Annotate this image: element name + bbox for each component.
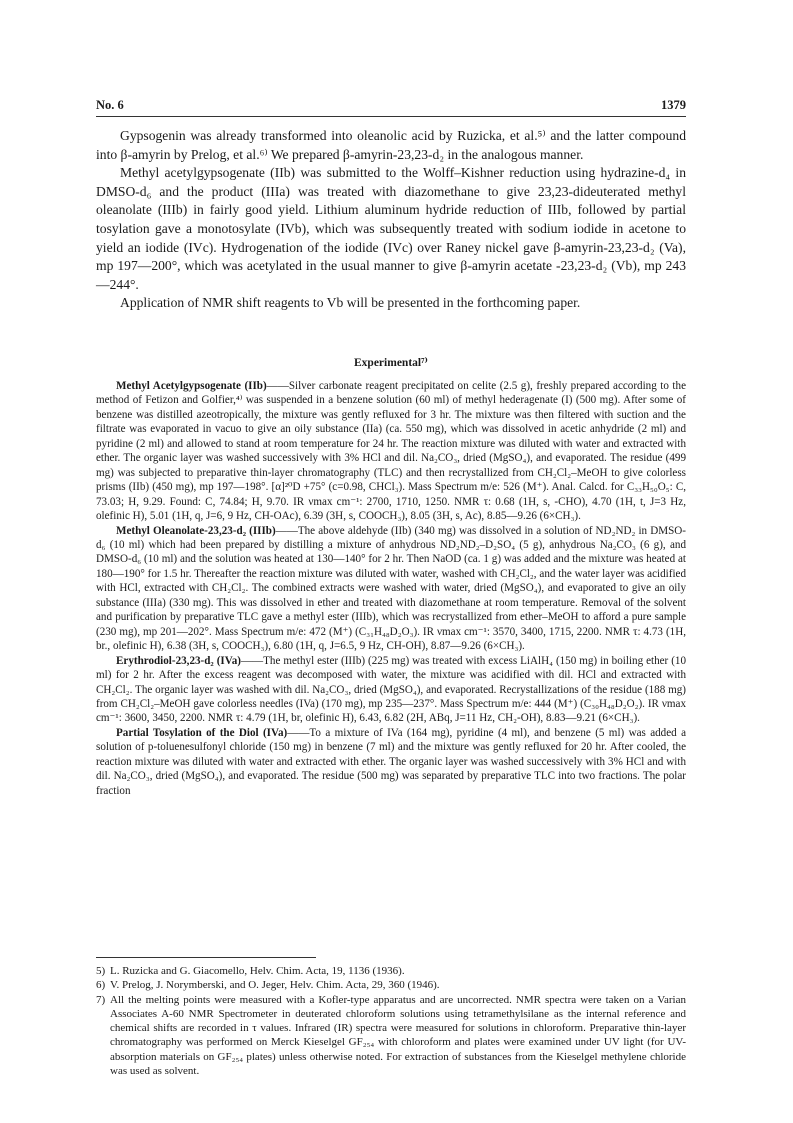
intro-paragraph: Application of NMR shift reagents to Vb will be presented in the forthcoming paper. (120, 295, 581, 311)
experimental-heading: Experimental⁷⁾ (354, 357, 428, 369)
experimental-section (96, 379, 686, 798)
compound-heading: Methyl Acetylgypsogenate (IIb) (116, 380, 267, 392)
footnote-rule (96, 957, 316, 958)
experimental-paragraph (96, 726, 686, 798)
footnote (96, 978, 686, 992)
introduction-text (96, 127, 686, 313)
paragraph-text: ——To a mixture of IVa (164 mg), pyridine (4 ml), and benzene (5 ml) was added a solution of p-toluenesulfonyl chloride (150 mg) in benzene (7 ml) and the mixture was gently refluxed for 20 hr. After cooled, the reaction mixture was diluted with water and extracted with ether. The organic layer was washed successively with 3% HCl and with dil. Na₂CO₃, dried (MgSO₄), and evaporated. The residue (500 mg) was separated by preparative TLC into two fractions. The polar fraction (96, 726, 686, 797)
footnote-text: L. Ruzicka and G. Giacomello, Helv. Chim. Acta, 19, 1136 (1936). (110, 965, 405, 977)
compound-heading: Erythrodiol-23,23-d₂ (IVa) (116, 654, 241, 667)
experimental-paragraph (96, 654, 686, 726)
header-rule (96, 116, 686, 117)
footnotes (96, 964, 686, 1078)
running-header (96, 98, 686, 113)
footnote-number: 6) (96, 979, 106, 992)
footnote-text: All the melting points were measured with a Kofler-type apparatus and are uncorrected. NMR spectra were taken on a Varian Associates A-60 NMR Spectrometer in deuterated chloroform solutions using tetramethylsilane as the internal reference and chemical shifts are recorded in τ values. Infrared (IR) spectra were measured for solutions in chloroform. Preparative thin-layer chromatography was performed on Merck Kieselgel GF₂₅₄ with chloroform and plates were examined under UV light (for UV- absorption materials on GF₂₅₄ plates) unless otherwise noted. For extraction of substances from the Kieselgel methylene chloride was used as solvent. (110, 993, 686, 1078)
issue-number: No. 6 (96, 98, 124, 112)
intro-paragraph: Methyl acetylgypsogenate (IIb) was submitted to the Wolff–Kishner reduction using hydrazine-d₄ in DMSO-d₆ and the product (IIIa) was treated with diazomethane to give 23,23-dideuterated methyl oleanolate (IIIb) in fairly good yield. Lithium aluminum hydride reduction of IIIb, followed by partial tosylation gave a monotosylate (IVb), which was subsequently treated with sodium iodide in acetone to yield an iodide (IVc). Hydrogenation of the iodide (IVc) over Raney nickel gave β-amyrin-23,23-d₂ (Va), mp 197—200°, which was acetylated in the usual manner to give β-amyrin acetate -23,23-d₂ (Vb), mp 243—244°. (96, 165, 686, 292)
compound-heading: Partial Tosylation of the Diol (IVa) (116, 726, 288, 739)
intro-paragraph: Gypsogenin was already transformed into oleanolic acid by Ruzicka, et al.⁵⁾ and the latter compound into β-amyrin by Prelog, et al.⁶⁾ We prepared β-amyrin-23,23-d₂ in the analogous manner. (96, 128, 686, 162)
footnote-number: 5) (96, 965, 106, 977)
experimental-paragraph (96, 524, 686, 654)
footnote-text: V. Prelog, J. Norymberski, and O. Jeger, Helv. Chim. Acta, 29, 360 (1946). (110, 979, 440, 992)
paragraph-text: ——Silver carbonate reagent precipitated on celite (2.5 g), freshly prepared according to the method of Fetizon and Golfier,⁴⁾ was suspended in a benzene solution (60 ml) of methyl hederagenate (I) (500 mg). After some of benzene was distilled azeotropically, the mixture was gently refluxed for 3 hr. The mixture was then filtered with suction and the filtrate was evaporated in vacuo to give an oily substance (IIa) (ca. 550 mg), which was dissolved in acetic anhydride (2 ml) and pyridine (2 ml) and allowed to stand at room temperature for 24 hr. The reaction mixture was diluted with water and extracted with ether. The organic layer was washed successively with 3% HCl and dil. Na₂CO₃, dried (MgSO₄), and evaporated. The residue (499 mg) was subjected to preparative thin-layer chromatography (TLC) and then recrystallized from CH₂Cl₂–MeOH to give colorless prisms (IIb) (450 mg), mp 197—198°. [α]²⁰D +75° (c=0.98, CHCl₃). Mass Spectrum m/e: 526 (M⁺). Anal. Calcd. for C₃₃H₅₀O₅: C, 73.03; H, 9.29. Found: C, 74.84; H, 9.70. IR νmax cm⁻¹: 2700, 1710, 1250. NMR τ: 0.68 (1H, s, -CHO), 4.70 (1H, t, J=3 Hz, olefinic H), 5.01 (1H, q, J=6, 9 Hz, CH-OAc), 6.39 (3H, s, COOCH₃), 8.05 (3H, s, Ac), 8.85—9.26 (6×CH₃). (96, 380, 686, 523)
paragraph-text: ——The above aldehyde (IIb) (340 mg) was dissolved in a solution of ND₂ND₂ in DMSO-d₆ (10 ml) which had been prepared by distilling a mixture of anhydrous ND₂ND₂–D₂SO₄ (5 g), anhydrous Na₂CO₃ (6 g), and DMSO-d₆ (10 ml) and the solution was heated at 130—140° for 2 hr. Then NaOD (ca. 1 g) was added and the mixture was heated at 180—190° for 1.5 hr. Thereafter the reaction mixture was diluted with water, washed with CH₂Cl₂, and the water layer was acidified with HCl, extracted with CH₂Cl₂. The combined extracts were washed with water, dried (MgSO₄), and evaporated to give an oily substance (IIIa) (330 mg). This was dissolved in ether and treated with diazomethane at room temperature. Removal of the solvent and purification by preparative TLC gave a methyl ester (IIIb), which was recrystallized from ether–MeOH to afford a pure sample (230 mg), mp 201—202°. Mass Spectrum m/e: 472 (M⁺) (C₃₁H₄₈D₂O₃). IR νmax cm⁻¹: 3570, 3400, 1715, 2200. NMR τ: 4.73 (1H, br., olefinic H), 6.38 (3H, s, COOCH₃), 6.80 (1H, q, J=6.5, 9 Hz, CH-OH), 8.87—9.26 (6×CH₃). (96, 524, 686, 653)
experimental-paragraph (96, 379, 686, 524)
footnote (96, 993, 686, 1079)
footnote-number: 7) (96, 993, 106, 1006)
page-number: 1379 (661, 98, 686, 112)
paragraph-text: ——The methyl ester (IIIb) (225 mg) was treated with excess LiAlH₄ (150 mg) in boiling ether (10 ml) for 2 hr. After the excess reagent was decomposed with water, the mixture was acidified with dil. HCl and extracted with CH₂Cl₂. The organic layer was washed with dil. Na₂CO₃, dried (MgSO₄), and evaporated. Recrystallizations of the residue (188 mg) from CH₂Cl₂–MeOH gave colorless needles (IVa) (170 mg), mp 235—237°. Mass Spectrum m/e: 444 (M⁺) (C₃₀H₄₈D₂O₂). IR νmax cm⁻¹: 3600, 3450, 2200. NMR τ: 4.79 (1H, br, olefinic H), 6.43, 6.82 (2H, ABq, J=11 Hz, CH₂-OH), 8.83—9.21 (6×CH₃). (96, 654, 687, 725)
compound-heading: Methyl Oleanolate-23,23-d₂ (IIIb) (116, 524, 276, 537)
footnote (96, 964, 686, 978)
